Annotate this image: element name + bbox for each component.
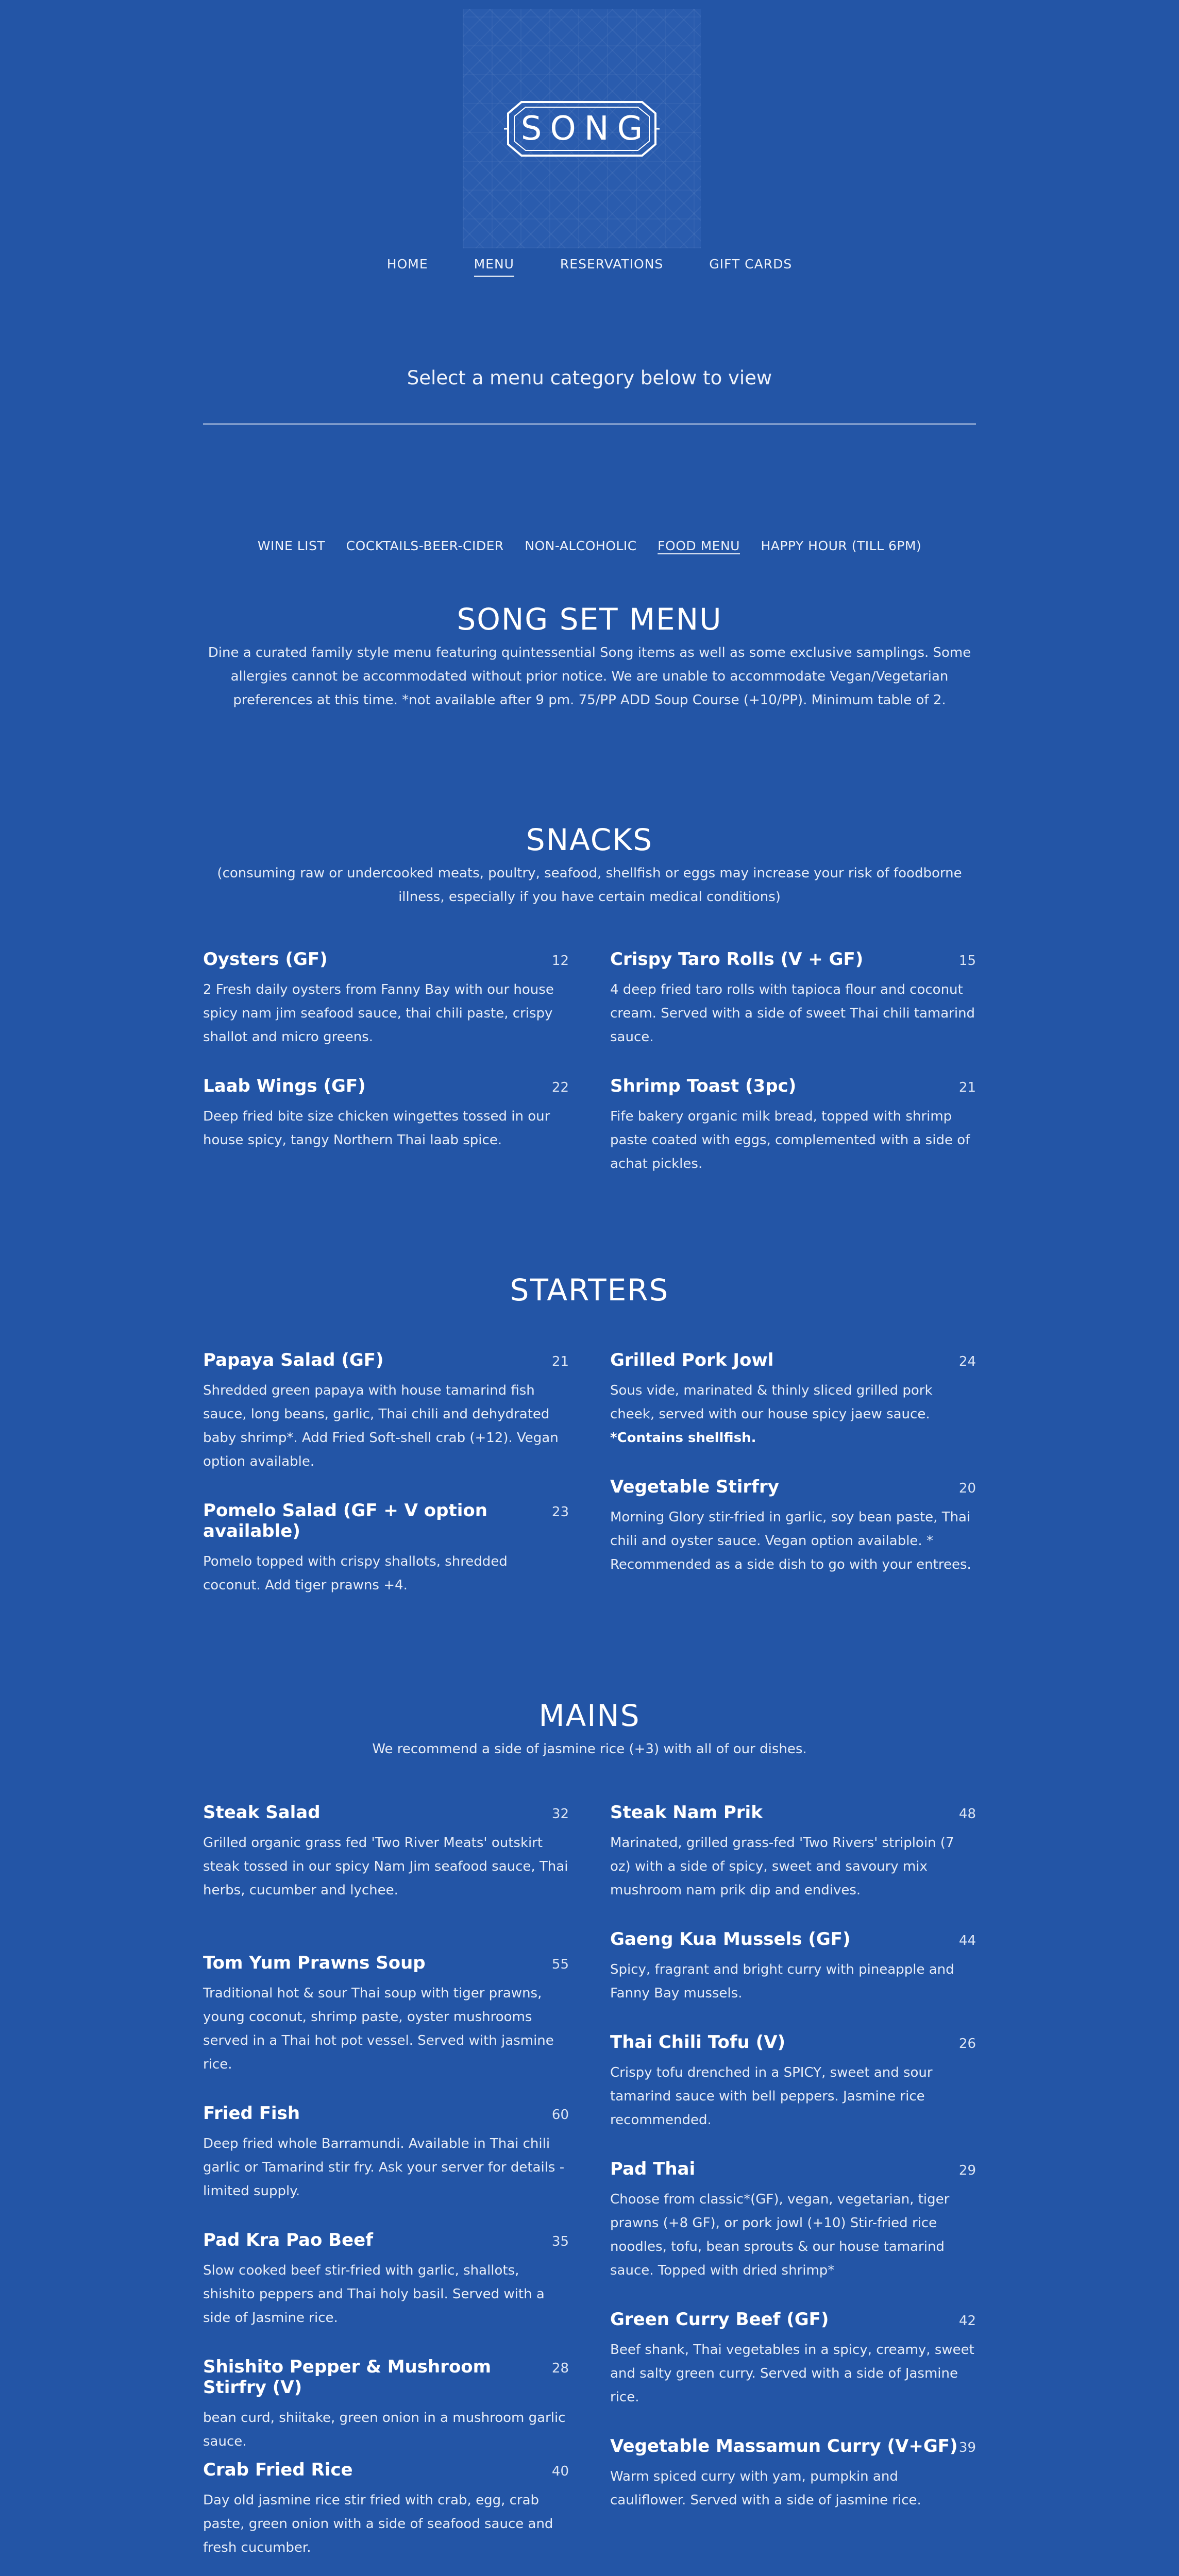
item-price: 60 <box>551 2107 569 2123</box>
divider <box>203 423 976 425</box>
item-description: Shredded green papaya with house tamarind fish sauce, long beans, garlic, Thai chili and dehydrated baby shrimp*. Add Fried Soft-shell crab (+12). Vegan option available. <box>203 1383 559 1469</box>
item-name: Green Curry Beef (GF) <box>610 2309 829 2330</box>
item-price: 35 <box>551 2234 569 2249</box>
item-description <box>610 1379 976 1450</box>
mains-title: MAINS <box>538 1698 641 1733</box>
item-name: Vegetable Massamun Curry (V+GF) <box>610 2436 958 2456</box>
item-price: 28 <box>551 2361 569 2376</box>
menu-item <box>610 1477 976 1577</box>
item-name: Fried Fish <box>203 2103 300 2124</box>
menu-item <box>203 2103 569 2203</box>
menu-item <box>203 1953 569 2076</box>
item-name: Tom Yum Prawns Soup <box>203 1953 426 1973</box>
item-description: Traditional hot & sour Thai soup with tiger prawns, young coconut, shrimp paste, oyster mushrooms served in a Thai hot pot vessel. Served with jasmine rice. <box>203 1986 554 2072</box>
item-description: Warm spiced curry with yam, pumpkin and cauliflower. Served with a side of jasmine rice. <box>610 2469 921 2508</box>
item-name: Shrimp Toast (3pc) <box>610 1076 797 1096</box>
menu-item <box>203 1350 569 1473</box>
item-price: 42 <box>958 2313 976 2329</box>
item-description: Beef shank, Thai vegetables in a spicy, creamy, sweet and salty green curry. Served with a side of Jasmine rice. <box>610 2342 974 2405</box>
mains-note: We recommend a side of jasmine rice (+3) with all of our dishes. <box>372 1741 807 1757</box>
item-name: Oysters (GF) <box>203 949 328 970</box>
item-description: Grilled organic grass fed 'Two River Meats' outskirt steak tossed in our spicy Nam Jim seafood sauce, Thai herbs, cucumber and lychee. <box>203 1835 568 1898</box>
item-price: 40 <box>551 2464 569 2479</box>
menu-item <box>203 2230 569 2330</box>
menu-item <box>203 949 569 1049</box>
menu-item <box>203 1802 569 1902</box>
menu-item <box>203 1500 569 1597</box>
menu-item <box>610 1350 976 1450</box>
category-happy-hour[interactable]: HAPPY HOUR (TILL 6PM) <box>761 538 922 553</box>
nav-menu[interactable]: MENU <box>474 257 514 277</box>
item-description: Day old jasmine rice stir fried with crab, egg, crab paste, green onion with a side of seafood sauce and fresh cucumber. <box>203 2493 553 2555</box>
item-name: Laab Wings (GF) <box>203 1076 366 1096</box>
item-name: Steak Nam Prik <box>610 1802 763 1823</box>
item-price: 21 <box>958 1080 976 1095</box>
item-name: Crispy Taro Rolls (V + GF) <box>610 949 864 970</box>
item-description: 2 Fresh daily oysters from Fanny Bay with our house spicy nam jim seafood sauce, thai chili paste, crispy shallot and micro greens. <box>203 982 554 1045</box>
category-wine-list[interactable]: WINE LIST <box>257 538 326 553</box>
logo-text: SONG <box>520 110 651 148</box>
item-price: 29 <box>958 2163 976 2178</box>
item-description: Pomelo topped with crispy shallots, shredded coconut. Add tiger prawns +4. <box>203 1554 508 1593</box>
select-prompt: Select a menu category below to view <box>407 367 772 389</box>
menu-category-nav <box>0 538 1179 553</box>
item-name: Steak Salad <box>203 1802 321 1823</box>
item-price: 55 <box>551 1957 569 1972</box>
item-name: Papaya Salad (GF) <box>203 1350 384 1370</box>
item-price: 48 <box>958 1806 976 1822</box>
nav-reservations[interactable]: RESERVATIONS <box>560 257 664 272</box>
item-price: 44 <box>958 1933 976 1948</box>
set-menu-title: SONG SET MENU <box>457 602 722 637</box>
item-name: Pomelo Salad (GF + V option available) <box>203 1500 487 1541</box>
item-price: 20 <box>958 1481 976 1496</box>
item-description: Crispy tofu drenched in a SPICY, sweet and sour tamarind sauce with bell peppers. Jasmine rice recommended. <box>610 2065 933 2128</box>
menu-item <box>610 1802 976 1902</box>
item-name: Pad Kra Pao Beef <box>203 2230 373 2250</box>
item-description: Deep fried bite size chicken wingettes tossed in our house spicy, tangy Northern Thai laab spice. <box>203 1109 550 1148</box>
item-description: Fife bakery organic milk bread, topped with shrimp paste coated with eggs, complemented with a side of achat pickles. <box>610 1109 970 1172</box>
snacks-note: (consuming raw or undercooked meats, poultry, seafood, shellfish or eggs may increase your risk of foodborne illness, especially if you have certain medical conditions) <box>217 866 962 905</box>
menu-item <box>610 1076 976 1176</box>
item-price: 26 <box>958 2036 976 2052</box>
item-description: Choose from classic*(GF), vegan, vegetarian, tiger prawns (+8 GF), or pork jowl (+10) Stir-fried rice noodles, tofu, bean sprouts & our house tamarind sauce. Topped with dried shrimp* <box>610 2192 950 2278</box>
item-description: Slow cooked beef stir-fried with garlic, shallots, shishito peppers and Thai holy basil. Served with a side of Jasmine rice. <box>203 2263 545 2326</box>
item-name: Crab Fried Rice <box>203 2460 353 2480</box>
item-price: 23 <box>551 1504 569 1520</box>
item-description: bean curd, shiitake, green onion in a mushroom garlic sauce. <box>203 2410 566 2449</box>
nav-gift-cards[interactable]: GIFT CARDS <box>709 257 793 272</box>
menu-item <box>203 2357 569 2453</box>
starters-title: STARTERS <box>510 1273 669 1308</box>
category-food-menu[interactable]: FOOD MENU <box>658 538 740 553</box>
item-price: 22 <box>551 1080 569 1095</box>
item-price: 32 <box>551 1806 569 1822</box>
menu-item <box>610 2309 976 2409</box>
item-name: Shishito Pepper & Mushroom Stirfry (V) <box>203 2357 492 2398</box>
category-non-alcoholic[interactable]: NON-ALCOHOLIC <box>525 538 637 553</box>
item-description-text: Sous vide, marinated & thinly sliced grilled pork cheek, served with our house spicy jaew sauce. <box>610 1383 933 1422</box>
item-name: Grilled Pork Jowl <box>610 1350 774 1370</box>
item-description: Morning Glory stir-fried in garlic, soy bean paste, Thai chili and oyster sauce. Vegan option available. * Recommended as a side dish to go with your entrees. <box>610 1510 971 1572</box>
item-price: 12 <box>551 953 569 969</box>
item-price: 39 <box>958 2440 976 2455</box>
snacks-title: SNACKS <box>526 822 653 857</box>
category-cocktails-beer-cider[interactable]: COCKTAILS-BEER-CIDER <box>346 538 504 553</box>
menu-item <box>610 2032 976 2132</box>
item-name: Pad Thai <box>610 2159 696 2179</box>
nav-home[interactable]: HOME <box>386 257 428 272</box>
item-price: 21 <box>551 1354 569 1369</box>
item-name: Vegetable Stirfry <box>610 1477 779 1497</box>
menu-item <box>203 1076 569 1152</box>
item-price: 24 <box>958 1354 976 1369</box>
item-description: Spicy, fragrant and bright curry with pineapple and Fanny Bay mussels. <box>610 1962 954 2001</box>
shellfish-note: *Contains shellfish. <box>610 1430 756 1446</box>
main-nav <box>0 257 1179 277</box>
menu-item <box>610 2436 976 2512</box>
item-description: Marinated, grilled grass-fed 'Two Rivers' striploin (7 oz) with a side of spicy, sweet and savoury mix mushroom nam prik dip and endives. <box>610 1835 954 1898</box>
menu-item <box>610 2159 976 2282</box>
menu-item <box>610 949 976 1049</box>
item-name: Thai Chili Tofu (V) <box>610 2032 786 2053</box>
item-name: Gaeng Kua Mussels (GF) <box>610 1929 851 1950</box>
item-description: Deep fried whole Barramundi. Available in Thai chili garlic or Tamarind stir fry. Ask your server for details - limited supply. <box>203 2136 565 2199</box>
item-description: 4 deep fried taro rolls with tapioca flour and coconut cream. Served with a side of sweet Thai chili tamarind sauce. <box>610 982 975 1045</box>
menu-item <box>610 1929 976 2005</box>
item-price: 15 <box>958 953 976 969</box>
set-menu-description: Dine a curated family style menu featuring quintessential Song items as well as some exclusive samplings. Some allergies cannot be accommodated without prior notice. We are unable to accommodate Vegan/Vegetarian preferences at this time. *not available after 9 pm. 75/PP ADD Soup Course (+10/PP). Minimum table of 2. <box>208 645 971 708</box>
menu-item <box>203 2460 569 2560</box>
